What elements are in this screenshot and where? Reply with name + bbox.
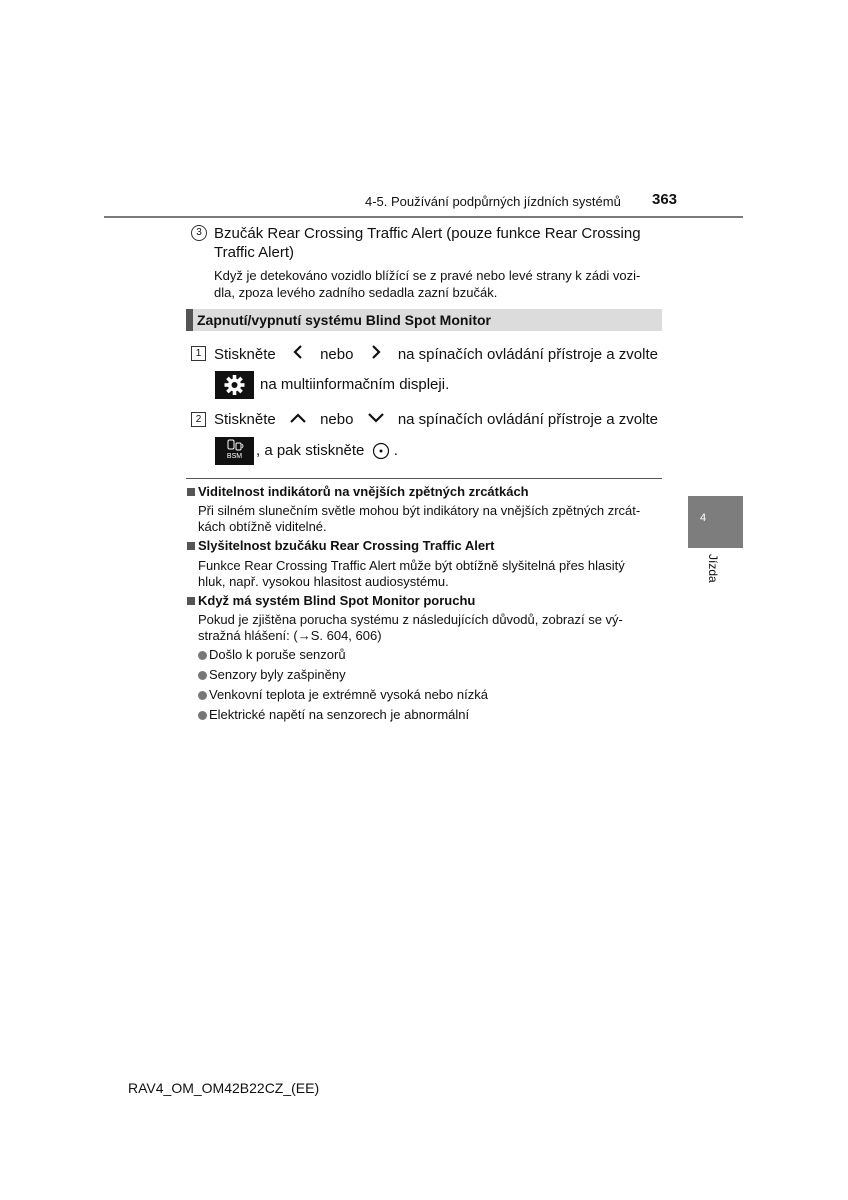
enter-button-icon [372, 442, 390, 460]
bsm-icon [215, 437, 254, 465]
note-body-3-line2: stražná hlášení: (→S. 604, 606) [198, 628, 382, 643]
note-title-3: Když má systém Blind Spot Monitor poruchu [198, 593, 476, 608]
note-body-3-line1: Pokud je zjištěna porucha systému z následujících důvodů, zobrazí se vý- [198, 612, 623, 627]
bullet-dot-icon [198, 651, 207, 660]
chevron-left-icon [292, 344, 304, 365]
list-item-text: Došlo k poruše senzorů [209, 647, 346, 662]
chapter-tab-label-wrap [706, 554, 720, 594]
step-number-1: 1 [191, 346, 206, 361]
step1-line2: na multiinformačním displeji. [260, 376, 450, 393]
list-item-text: Venkovní teplota je extrémně vysoká nebo nízká [209, 687, 488, 702]
chapter-tab-number: 4 [700, 512, 707, 524]
settings-gear-icon [215, 371, 254, 399]
section-heading: Zapnutí/vypnutí systému Blind Spot Monitor [197, 312, 491, 328]
circled-number-3: 3 [191, 225, 207, 241]
chevron-right-icon [370, 344, 382, 365]
step1-line1 [214, 344, 658, 365]
note-body-2-line2: hluk, např. vysokou hlasitost audiosystému. [198, 574, 449, 589]
step2-line2-end: . [393, 442, 398, 459]
step2-rest: na spínačích ovládání přístroje a zvolte [397, 411, 658, 428]
step1-rest: na spínačích ovládání přístroje a zvolte [397, 346, 658, 363]
item3-title-line1: Bzučák Rear Crossing Traffic Alert (pouze funkce Rear Crossing [214, 225, 641, 242]
section-heading-accent [186, 309, 193, 331]
bsm-icon-label: BSM [226, 453, 243, 460]
bullet-dot-icon [198, 711, 207, 720]
note-body-2-line1: Funkce Rear Crossing Traffic Alert může být obtížně slyšitelná přes hlasitý [198, 558, 625, 573]
notes-divider [186, 478, 662, 479]
chapter-tab [688, 496, 743, 548]
step1-word-or: nebo [320, 346, 354, 363]
item3-body-line1: Když je detekováno vozidlo blížící se z pravé nebo levé strany k zádi vozi- [214, 268, 641, 283]
list-item-text: Senzory byly zašpiněny [209, 667, 346, 682]
bullet-dot-icon [198, 671, 207, 680]
note-body-1-line1: Při silném slunečním světle mohou být indikátory na vnějších zpětných zrcát- [198, 503, 641, 518]
list-item [198, 707, 469, 722]
bullet-dot-icon [198, 691, 207, 700]
list-item [198, 687, 488, 702]
chevron-up-icon [289, 410, 307, 429]
list-item-text: Elektrické napětí na senzorech je abnormální [209, 707, 470, 722]
step2-word-press: Stiskněte [214, 411, 276, 428]
note-title-1: Viditelnost indikátorů na vnějších zpětných zrcátkách [198, 484, 529, 499]
item3-title-line2: Traffic Alert) [214, 244, 295, 261]
step-number-2: 2 [191, 412, 206, 427]
step2-line2-text: , a pak stiskněte [256, 442, 365, 459]
note-body-1-line2: kách obtížně viditelné. [198, 519, 327, 534]
running-header: 4-5. Používání podpůrných jízdních systémů [365, 194, 621, 209]
note-square-marker [187, 597, 195, 605]
list-item [198, 667, 346, 682]
list-item [198, 647, 346, 662]
chapter-tab-label: Jízda [706, 554, 720, 583]
step2-line1 [214, 410, 658, 429]
page-number: 363 [652, 191, 678, 208]
step2-line2 [256, 442, 398, 460]
note-square-marker [187, 542, 195, 550]
step2-word-or: nebo [320, 411, 354, 428]
document-code: RAV4_OM_OM42B22CZ_(EE) [128, 1080, 320, 1096]
header-rule [104, 216, 743, 218]
chevron-down-icon [367, 410, 385, 429]
item3-body-line2: dla, zpoza levého zadního sedadla zazní bzučák. [214, 285, 498, 300]
step1-word-press: Stiskněte [214, 346, 276, 363]
note-title-2: Slyšitelnost bzučáku Rear Crossing Traffic Alert [198, 538, 495, 553]
note-square-marker [187, 488, 195, 496]
